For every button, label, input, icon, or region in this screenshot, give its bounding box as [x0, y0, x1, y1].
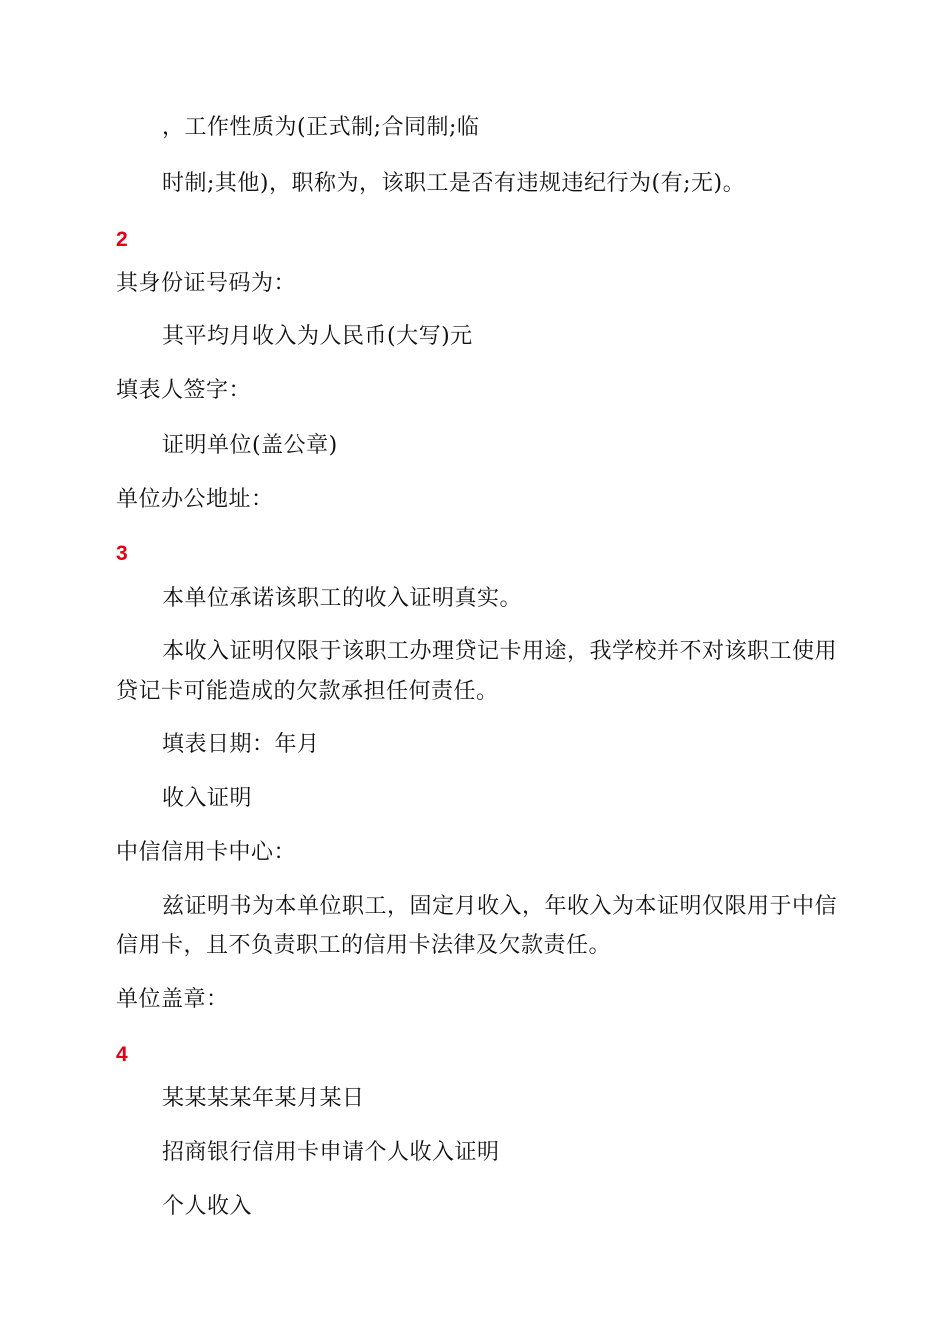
text-line: ，工作性质为(正式制;合同制;临 — [162, 115, 480, 140]
text-line: 收入证明 — [162, 786, 253, 811]
text-line: 本单位承诺该职工的收入证明真实。 — [162, 586, 523, 611]
text-line: 其平均月收入为人民币(大写)元 — [162, 324, 473, 349]
text-line: 贷记卡可能造成的欠款承担任何责任。 — [116, 679, 499, 704]
text-line: 单位办公地址： — [116, 487, 274, 512]
text-line: 填表日期：年月 — [162, 732, 320, 757]
section-number: 4 — [116, 1043, 128, 1066]
text-line: 兹证明书为本单位职工，固定月收入，年收入为本证明仅限用于中信 — [162, 894, 838, 919]
text-line: 招商银行信用卡申请个人收入证明 — [162, 1140, 500, 1165]
text-line: 填表人签字： — [116, 378, 252, 403]
text-line: 证明单位(盖公章) — [162, 433, 338, 458]
text-line: 本收入证明仅限于该职工办理贷记卡用途，我学校并不对该职工使用 — [162, 639, 838, 664]
section-number: 2 — [116, 228, 128, 251]
text-line: 信用卡，且不负责职工的信用卡法律及欠款责任。 — [116, 933, 612, 958]
text-line: 其身份证号码为： — [116, 271, 297, 296]
text-line: 某某某某年某月某日 — [162, 1086, 365, 1111]
text-line: 单位盖章： — [116, 987, 229, 1012]
text-line: 中信信用卡中心： — [116, 840, 297, 865]
text-line: 个人收入 — [162, 1194, 253, 1219]
text-line: 时制;其他)，职称为，该职工是否有违规违纪行为(有;无)。 — [162, 171, 746, 196]
section-number: 3 — [116, 542, 128, 565]
